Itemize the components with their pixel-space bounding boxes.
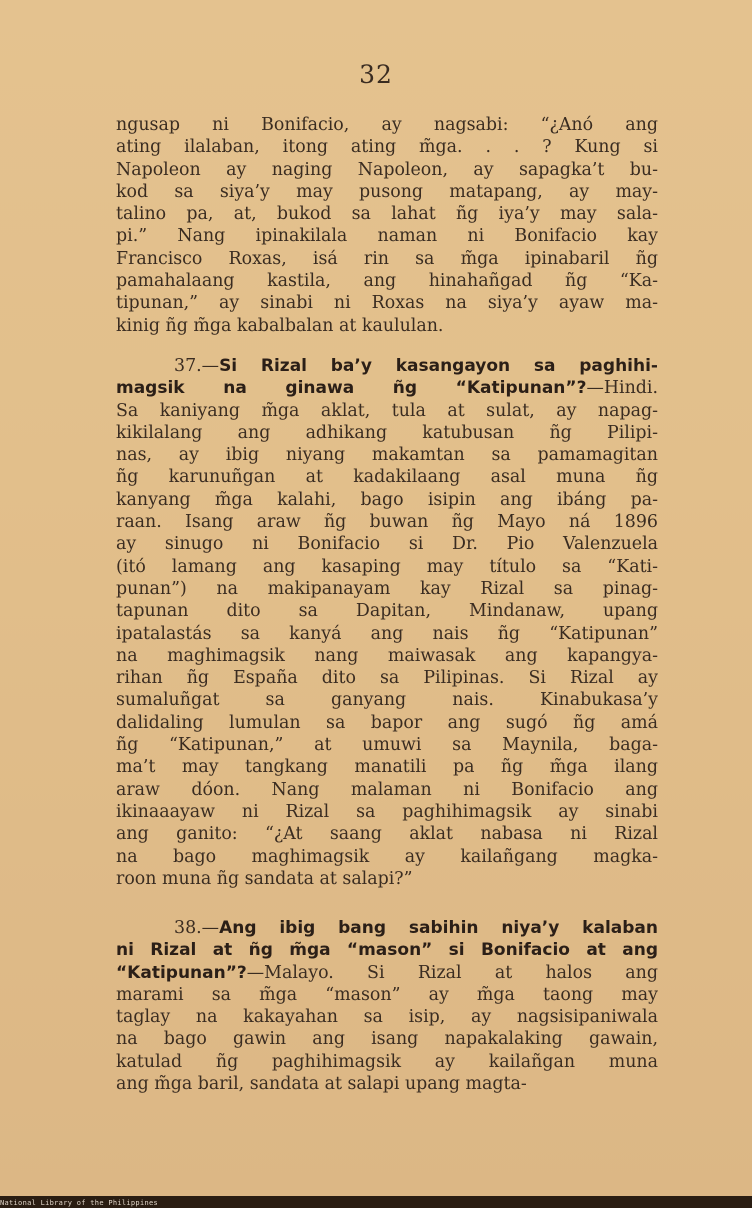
scan-footer-label: National Library of the Philippines	[0, 1199, 159, 1207]
question-heading-line	[116, 355, 658, 377]
text-line: araw dóon. Nang malaman ni Bonifacio ang	[116, 779, 658, 800]
text-line: kanyang m̃ga kalahi, bago isipin ang ibáng pa-	[116, 489, 658, 510]
text-line: punan”) na makipanayam kay Rizal sa pinag-	[116, 578, 658, 599]
question-text: Si Rizal ba’y kasangayon sa paghihi-	[219, 356, 658, 376]
text-line: taglay na kakayahan sa isip, ay nagsisipaniwala	[116, 1007, 658, 1028]
text-line: ñg “Katipunan,” at umuwi sa Maynila, baga-	[116, 735, 658, 756]
text-line: katulad ñg paghihimagsik ay kailañgan muna	[116, 1051, 658, 1072]
text-line: roon muna ñg sandata at salapi?”	[116, 868, 413, 889]
text-line: ngusap ni Bonifacio, ay nagsabi: “¿Anó ang	[116, 115, 658, 135]
question-38	[116, 917, 658, 1095]
text-line: talino pa, at, bukod sa lahat ñg iya’y may sala-	[116, 204, 658, 225]
text-line: rihan ñg España dito sa Pilipinas. Si Rizal ay	[116, 668, 658, 689]
text-line: kikilalang ang adhikang katubusan ñg Pilipi-	[116, 422, 658, 443]
page-number: 32	[359, 60, 393, 89]
text-line: pi.” Nang ipinakilala naman ni Bonifacio kay	[116, 226, 658, 247]
text-line: na maghimagsik nang maiwasak ang kapangya-	[116, 645, 658, 666]
text-line: Francisco Roxas, isá rin sa m̃ga ipinabaril ñg	[116, 248, 658, 269]
text-line: ñg karunuñgan at kadakilaang asal muna ñg	[116, 467, 658, 488]
text-line: ay sinugo ni Bonifacio si Dr. Pio Valenzuela	[116, 534, 658, 555]
question-heading-line	[116, 377, 658, 399]
paragraph-continuation	[116, 114, 658, 337]
text-line: (itó lamang ang kasaping may título sa “Kati-	[116, 556, 658, 577]
text-line: ang m̃ga baril, sandata at salapi upang magta-	[116, 1074, 527, 1095]
question-37	[116, 355, 658, 890]
text-line: raan. Isang araw ñg buwan ñg Mayo ná 1896	[116, 512, 658, 533]
question-number: 37.—	[174, 356, 220, 376]
text-line: na bago gawin ang isang napakalaking gawain,	[116, 1029, 658, 1050]
text-line: ating ilalaban, itong ating m̃ga. . . ? Kung si	[116, 137, 658, 158]
text-line: tipunan,” ay sinabi ni Roxas na siya’y ayaw ma-	[116, 293, 658, 314]
question-number: 38.—	[174, 918, 220, 938]
text-line: sumaluñgat sa ganyang nais. Kinabukasa’y	[116, 690, 658, 711]
question-heading-line	[116, 962, 658, 984]
text-line: marami sa m̃ga “mason” ay m̃ga taong may	[116, 984, 658, 1005]
question-text: ni Rizal at ñg m̃ga “mason” si Bonifacio at ang	[116, 940, 658, 961]
question-heading-line	[116, 939, 658, 961]
question-text: magsik na ginawa ñg “Katipunan”?	[116, 378, 587, 399]
text-line: ang ganito: “¿At saang aklat nabasa ni Rizal	[116, 824, 658, 845]
text-line: dalidaling lumulan sa bapor ang sugó ñg amá	[116, 712, 658, 733]
text-line: ikinaaayaw ni Rizal sa paghihimagsik ay sinabi	[116, 801, 658, 822]
text-line: ma’t may tangkang manatili pa ñg m̃ga ilang	[116, 757, 658, 778]
question-text: Ang ibig bang sabihin niya’y kalaban	[219, 918, 658, 938]
text-line: na bago maghimagsik ay kailañgang magka-	[116, 846, 658, 867]
text-line: Napoleon ay naging Napoleon, ay sapagka’t bu-	[116, 159, 658, 180]
text-line: Sa kaniyang m̃ga aklat, tula at sulat, ay napag-	[116, 400, 658, 421]
text-line: ipatalastás sa kanyá ang nais ñg “Katipunan”	[116, 623, 658, 644]
question-heading-line	[116, 917, 658, 939]
answer-start: —Hindi.	[586, 378, 658, 399]
text-line: nas, ay ibig niyang makamtan sa pamamagitan	[116, 445, 658, 466]
question-text: “Katipunan”?	[116, 962, 247, 983]
text-line: kinig ñg m̃ga kabalbalan at kaululan.	[116, 315, 444, 336]
answer-start: —Malayo. Si Rizal at halos ang	[246, 962, 658, 983]
text-line: tapunan dito sa Dapitan, Mindanaw, upang	[116, 601, 658, 622]
text-line: kod sa siya’y may pusong matapang, ay may-	[116, 181, 658, 202]
text-line: pamahalaang kastila, ang hinahañgad ñg “Ka-	[116, 271, 658, 292]
